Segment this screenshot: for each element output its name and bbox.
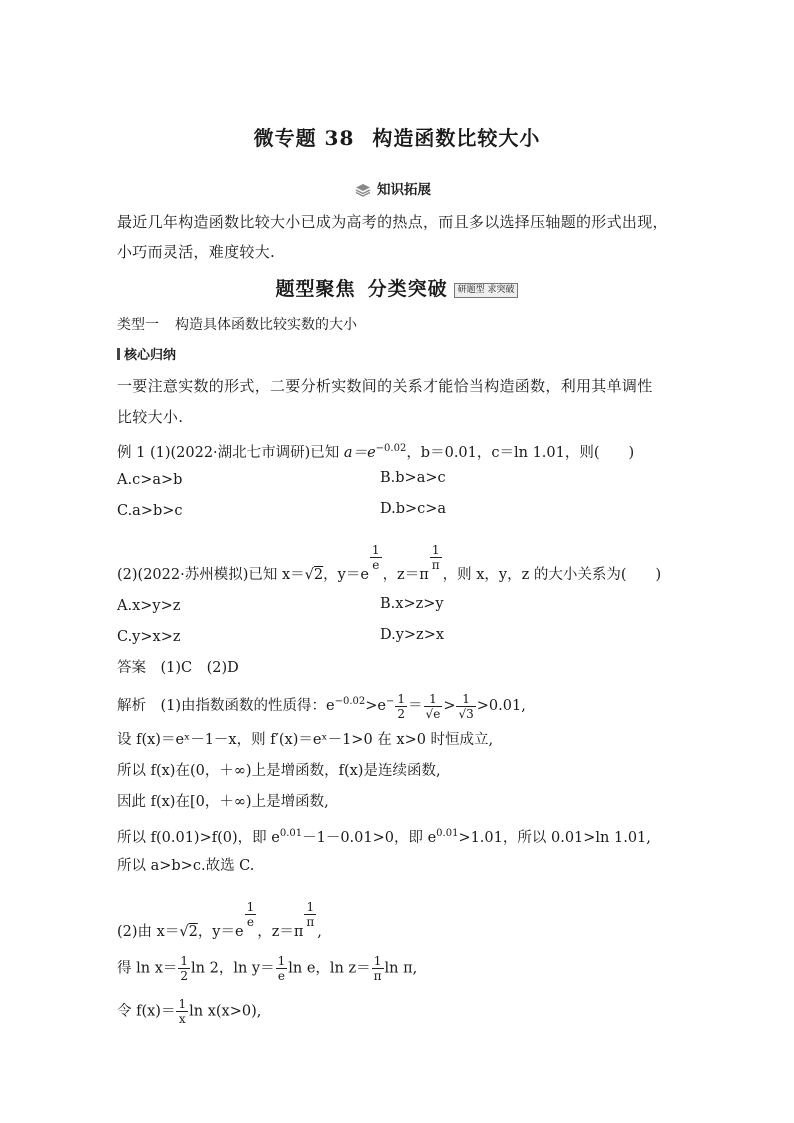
sol-l8-frac-e: [276, 955, 288, 982]
knowledge-label: 知识拓展: [377, 182, 431, 198]
sol-l1-e: >0.01,: [476, 698, 526, 714]
sol-l7-z-d: π: [306, 915, 315, 929]
ex2-y-exp-n: 1: [371, 543, 380, 557]
ex1-a-exp: −0.02: [375, 443, 407, 454]
ex1-rest: ，b＝0.01，c＝ln 1.01，则( ): [406, 445, 635, 461]
ex1-option-d: D.b>c>a: [380, 501, 447, 517]
sol-l5-b: －1－0.01>0，即 e: [302, 830, 437, 846]
sol-l7-b: ，y＝e: [197, 924, 244, 940]
sol-l7-y-exp: [245, 901, 257, 928]
sol-l8-b: ln 2，ln y＝: [191, 960, 275, 977]
ex2-z-exp: [430, 544, 442, 571]
sol-l8-pi-d: π: [373, 969, 382, 983]
intro-line-1: 最近几年构造函数比较大小已成为高考的热点，而且多以选择压轴题的形式出现，: [117, 213, 668, 231]
ex1-option-c: C.a>b>c: [117, 503, 183, 519]
sol-l8-half-n: 1: [180, 954, 189, 968]
ex2-rest: ，则 x，y，z 的大小关系为( ): [442, 567, 662, 583]
type1-title: 构造具体函数比较实数的大小: [175, 317, 357, 333]
sol-l5-exp2: 0.01: [436, 828, 459, 839]
ex2-z-exp-d: π: [431, 558, 440, 572]
sol-l8-half-d: 2: [180, 969, 189, 983]
answer: [117, 658, 239, 678]
intro-line-2: 小巧而灵活，难度较大.: [117, 243, 276, 261]
sol-l7-a: (2)由 x＝: [117, 924, 180, 940]
ex2-option-b: B.x>z>y: [380, 596, 444, 612]
layers-icon: [355, 183, 371, 197]
sol-l5-c: >1.01，所以 0.01>ln 1.01,: [458, 830, 651, 846]
solution-line-3: 所以 f(x)在(0，＋∞)上是增函数，f(x)是连续函数,: [117, 763, 441, 779]
solution-line-1: [117, 692, 526, 720]
ex2-sqrt2: 2: [313, 567, 324, 583]
sol-l1-c: ＝: [408, 698, 423, 714]
sol-l5-exp: 0.01: [279, 828, 303, 839]
ex1-option-b: B.b>a>c: [380, 470, 446, 486]
ex2-y: ，y＝e: [323, 567, 369, 583]
sol-l1-exp2: −: [386, 696, 395, 707]
solution-line-9: [117, 998, 261, 1025]
ex1-prefix: 例 1 (1)(2022·湖北七市调研)已知: [117, 445, 344, 461]
sol-frac-sqrt-e: [424, 693, 443, 720]
sol-l5-a: 所以 f(0.01)>f(0)，即 e: [117, 830, 280, 846]
section-tag: 研题型 求突破: [454, 283, 519, 298]
solution-label: 解析: [117, 698, 146, 714]
sol-l8-a: 得 ln x＝: [117, 960, 178, 977]
sol-l9-frac-x: [176, 998, 188, 1025]
sol-l1-d: >: [443, 698, 456, 714]
ex2-z-exp-n: 1: [430, 544, 442, 558]
solution-line-6: 所以 a>b>c.故选 C.: [117, 858, 255, 874]
sol-l7-y-n: 1: [246, 900, 255, 914]
solution-line-7: (2)由 x＝√2，y＝e $\frac{1}{e}$ ，z＝π $\frac{1}{\pi}$ ,: [117, 900, 322, 940]
core-line-1: 一要注意实数的形式，二要分析实数间的关系才能恰当构造函数，利用其单调性: [117, 377, 653, 395]
ex2-y-exp-d: e: [372, 558, 380, 572]
solution-line-8: [117, 955, 417, 982]
knowledge-heading: [355, 178, 431, 198]
bar-icon: [117, 348, 120, 360]
answer-text: (1)C (2)D: [160, 660, 239, 676]
ex2-option-a: A.x>y>z: [117, 598, 181, 614]
type1-label: 类型一: [117, 317, 159, 333]
sol-sqrt-e-n: 1: [424, 693, 443, 707]
ex1-a: a＝e: [343, 445, 376, 461]
page-title: [0, 122, 794, 151]
solution-line-4: 因此 f(x)在[0，＋∞)上是增函数,: [117, 794, 329, 810]
ex2-z: ，z＝π: [382, 567, 429, 583]
sol-sqrt-e-d: √e: [425, 706, 441, 721]
sol-l9-x-n: 1: [178, 997, 187, 1011]
example-1: [117, 439, 634, 463]
ex2-y-exp: [370, 544, 382, 571]
sol-l9-b: ln x(x>0),: [189, 1003, 262, 1020]
sol-frac-half: [395, 693, 407, 720]
sol-l7-c: ，z＝π: [257, 924, 304, 940]
sol-l7-z-exp: [304, 901, 316, 928]
solution-line-5: [117, 824, 651, 848]
sol-l8-c: ln e，ln z＝: [288, 960, 371, 977]
title-number: 微专题 38: [253, 126, 355, 150]
ex1-option-a: A.c>a>b: [117, 472, 183, 488]
section-right: 分类突破: [367, 278, 448, 300]
sol-l8-frac-half: [178, 955, 190, 982]
sol-sqrt-3-d: √3: [458, 706, 474, 721]
example-2: (2)(2022·苏州模拟)已知 x＝√2，y＝e $\frac{1}{e}$ ，z＝π $\frac{1}{\pi}$ ，则 x，y，z 的大小关系为( ): [117, 543, 662, 583]
sol-l8-e-d: e: [277, 969, 285, 983]
section-heading: [0, 274, 794, 301]
answer-label: 答案: [117, 660, 146, 676]
sol-l8-pi-n: 1: [372, 955, 384, 969]
ex2-prefix: (2)(2022·苏州模拟)已知 x＝: [117, 567, 305, 583]
ex2-option-d: D.y>z>x: [380, 627, 445, 643]
type1-heading: [117, 315, 357, 335]
sol-sqrt-3: 3: [466, 706, 474, 721]
sol-l8-d: ln π,: [384, 960, 418, 977]
sol-l1-a: (1)由指数函数的性质得：e: [160, 698, 335, 714]
core-label: 核心归纳: [124, 348, 177, 363]
core-line-2: 比较大小.: [117, 408, 184, 426]
sol-l8-frac-pi: [372, 955, 384, 982]
sol-sqrt-e: e: [433, 706, 441, 721]
sol-l7-y-d: e: [246, 915, 254, 929]
sol-l7-d: ,: [317, 924, 322, 940]
solution-line-2: 设 f(x)＝eˣ－1－x，则 f′(x)＝eˣ－1>0 在 x>0 时恒成立,: [117, 732, 494, 748]
ex2-option-c: C.y>x>z: [117, 629, 181, 645]
sol-sqrt-3-n: 1: [456, 693, 475, 707]
sol-frac-sqrt-3: [456, 693, 475, 720]
sol-l1-b: >e: [365, 698, 387, 714]
sol-l1-exp: −0.02: [334, 696, 366, 707]
core-heading: [117, 346, 176, 366]
sol-l7-sqrt2: 2: [188, 924, 198, 940]
sol-l8-e-n: 1: [277, 954, 286, 968]
sol-l9-x-d: x: [178, 1012, 186, 1026]
sol-half-d: 2: [397, 706, 406, 721]
section-left: 题型聚焦: [275, 278, 356, 300]
sol-l7-z-n: 1: [304, 901, 316, 915]
sol-half-n: 1: [397, 691, 406, 706]
sol-l9-a: 令 f(x)＝: [117, 1003, 176, 1020]
title-text: 构造函数比较大小: [372, 126, 541, 150]
